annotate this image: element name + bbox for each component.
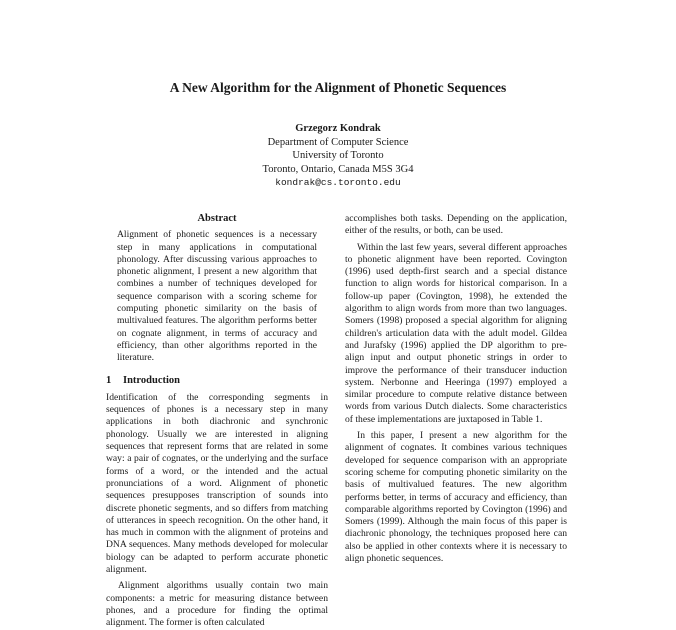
author-block <box>0 122 676 190</box>
abstract-heading: Abstract <box>197 213 237 224</box>
intro-paragraph-2: Alignment algorithms usually contain two main components: a metric for measuring distance between phones, and a procedure for finding the optimal alignment. The former is often calculated <box>106 580 328 629</box>
abstract-text: Alignment of phonetic sequences is a necessary step in many applications in computational phonology. After discussing various approaches to phonetic alignment, I present a new algorithm that combines a number of techniques developed for sequence comparison with a scoring scheme for computing phonetic similarity on the basis of multivalued features. The algorithm performs better on cognate alignment, in terms of accuracy and efficiency, than other algorithms reported in the literature. <box>117 229 317 364</box>
paper-title: A New Algorithm for the Alignment of Phonetic Sequences <box>169 80 507 95</box>
author-email: kondrak@cs.toronto.edu <box>275 177 401 188</box>
right-paragraph-1: accomplishes both tasks. Depending on the application, either of the results, or both, can be used. <box>345 213 567 237</box>
section-heading-introduction <box>106 375 328 387</box>
left-column <box>106 213 328 630</box>
section-title: Introduction <box>123 374 180 386</box>
right-column <box>345 213 567 565</box>
affiliation-department: Department of Computer Science <box>267 136 409 148</box>
right-paragraph-3: In this paper, I present a new algorithm for the alignment of cognates. It combines various techniques developed for sequence comparison with an appropriate scoring scheme for computing phonetic similarity on the basis of multivalued features. The new algorithm performs better, in terms of accuracy and efficiency, than comparable algorithms reported by Covington (1996) and Somers (1999). Although the main focus of this paper is diachronic phonology, the techniques proposed here can also be applied in other contexts where it is necessary to align phonetic sequences. <box>345 430 567 565</box>
author-name: Grzegorz Kondrak <box>295 123 381 134</box>
affiliation-address: Toronto, Ontario, Canada M5S 3G4 <box>262 163 414 175</box>
section-number: 1 <box>106 374 112 386</box>
affiliation-university: University of Toronto <box>292 150 384 161</box>
intro-paragraph-1: Identification of the corresponding segments in sequences of phones is a necessary step in many applications in both diachronic and synchronic phonology. Usually we are interested in aligning sequences that represent forms that are related in some way: a pair of cognates, or the underlying and the surface forms of a word, or the intended and the actual pronunciations of a word. Alignment of phonetic sequences presupposes transcription of sounds into discrete phonetic segments, and so differs from matching of utterances in speech recognition. On the other hand, it has much in common with the alignment of proteins and DNA sequences. Many methods developed for molecular biology can be adapted to perform accurate phonetic alignment. <box>106 391 328 576</box>
right-paragraph-2: Within the last few years, several different approaches to phonetic alignment have been reported. Covington (1996) used depth-first search and a special distance function to align words for historical comparison. In a follow-up paper (Covington, 1998), he extended the algorithm to align words from more than two languages. Somers (1998) proposed a special algorithm for aligning children's articulation data with the adult model. Gildea and Jurafsky (1996) applied the DP algorithm to pre-align input and output phonetic strings in order to improve the performance of their transducer induction system. Nerbonne and Heeringa (1997) employed a similar procedure to compute relative distance between words from various Dutch dialects. Some characteristics of these implementations are juxtaposed in Table 1. <box>345 241 567 425</box>
